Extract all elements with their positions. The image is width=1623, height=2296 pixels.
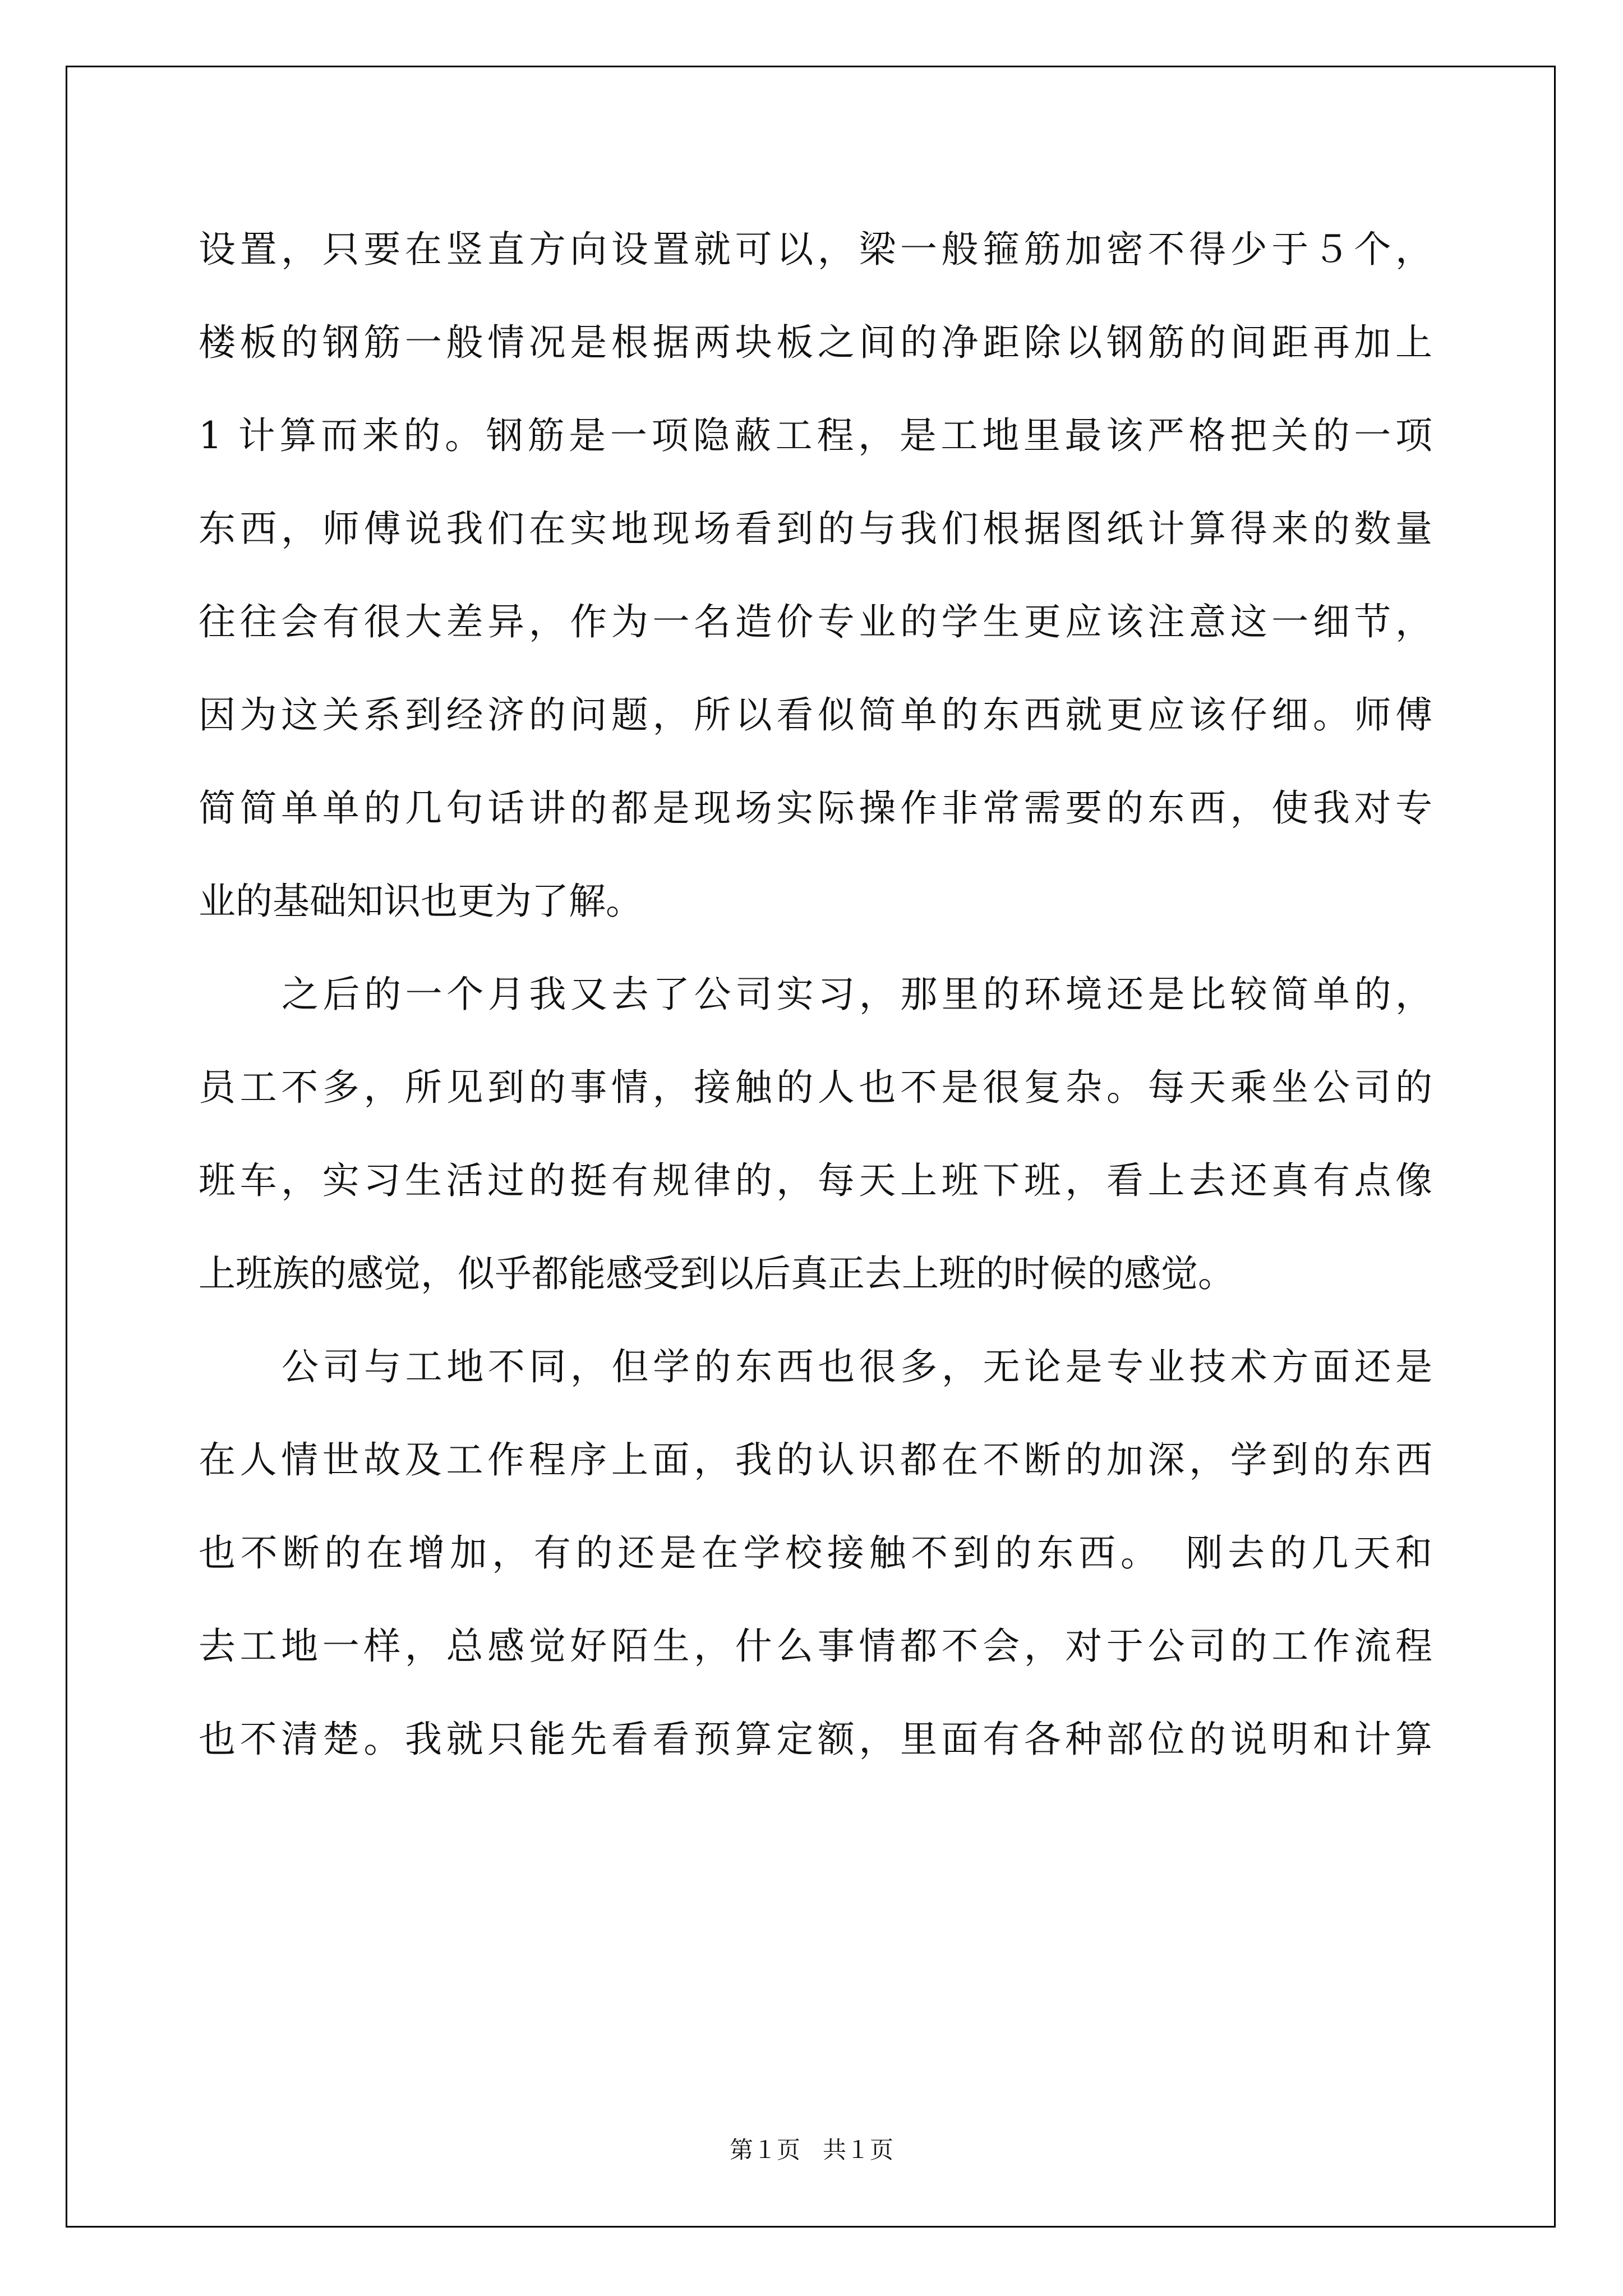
text-line: 也不清楚。我就只能先看看预算定额，里面有各种部位的说明和计算 [199, 1718, 1432, 1761]
text-line: 也不断的在增加，有的还是在学校接触不到的东西。 刚去的几天和 [199, 1531, 1432, 1575]
text-line: 上班族的感觉，似乎都能感受到以后真正去上班的时候的感觉。 [199, 1252, 1235, 1295]
text-line: 往往会有很大差异，作为一名造价专业的学生更应该注意这一细节， [199, 600, 1432, 643]
text-line: 设置，只要在竖直方向设置就可以，梁一般箍筋加密不得少于５个， [199, 228, 1432, 271]
page-number: 第１页 [729, 2136, 800, 2164]
page-footer [0, 2132, 1623, 2165]
text-line: 去工地一样，总感觉好陌生，什么事情都不会，对于公司的工作流程 [199, 1625, 1432, 1668]
text-line: 在人情世故及工作程序上面，我的认识都在不断的加深，学到的东西 [199, 1438, 1432, 1481]
text-line: 楼板的钢筋一般情况是根据两块板之间的净距除以钢筋的间距再加上 [199, 321, 1432, 364]
text-line: 东西，师傅说我们在实地现场看到的与我们根据图纸计算得来的数量 [199, 507, 1432, 550]
text-line: 简简单单的几句话讲的都是现场实际操作非常需要的东西，使我对专 [199, 786, 1432, 830]
text-line: 公司与工地不同，但学的东西也很多，无论是专业技术方面还是 [282, 1345, 1432, 1388]
page-total: 共１页 [823, 2136, 894, 2164]
document-body [199, 203, 1432, 1786]
text-line: 1 计算而来的。钢筋是一项隐蔽工程，是工地里最该严格把关的一项 [199, 414, 1432, 457]
text-line: 班车，实习生活过的挺有规律的，每天上班下班，看上去还真有点像 [199, 1159, 1432, 1202]
text-line: 员工不多，所见到的事情，接触的人也不是很复杂。每天乘坐公司的 [199, 1066, 1432, 1109]
text-line: 之后的一个月我又去了公司实习，那里的环境还是比较简单的， [282, 973, 1432, 1016]
text-line: 业的基础知识也更为了解。 [199, 880, 643, 923]
text-line: 因为这关系到经济的问题，所以看似简单的东西就更应该仔细。师傅 [199, 693, 1432, 737]
